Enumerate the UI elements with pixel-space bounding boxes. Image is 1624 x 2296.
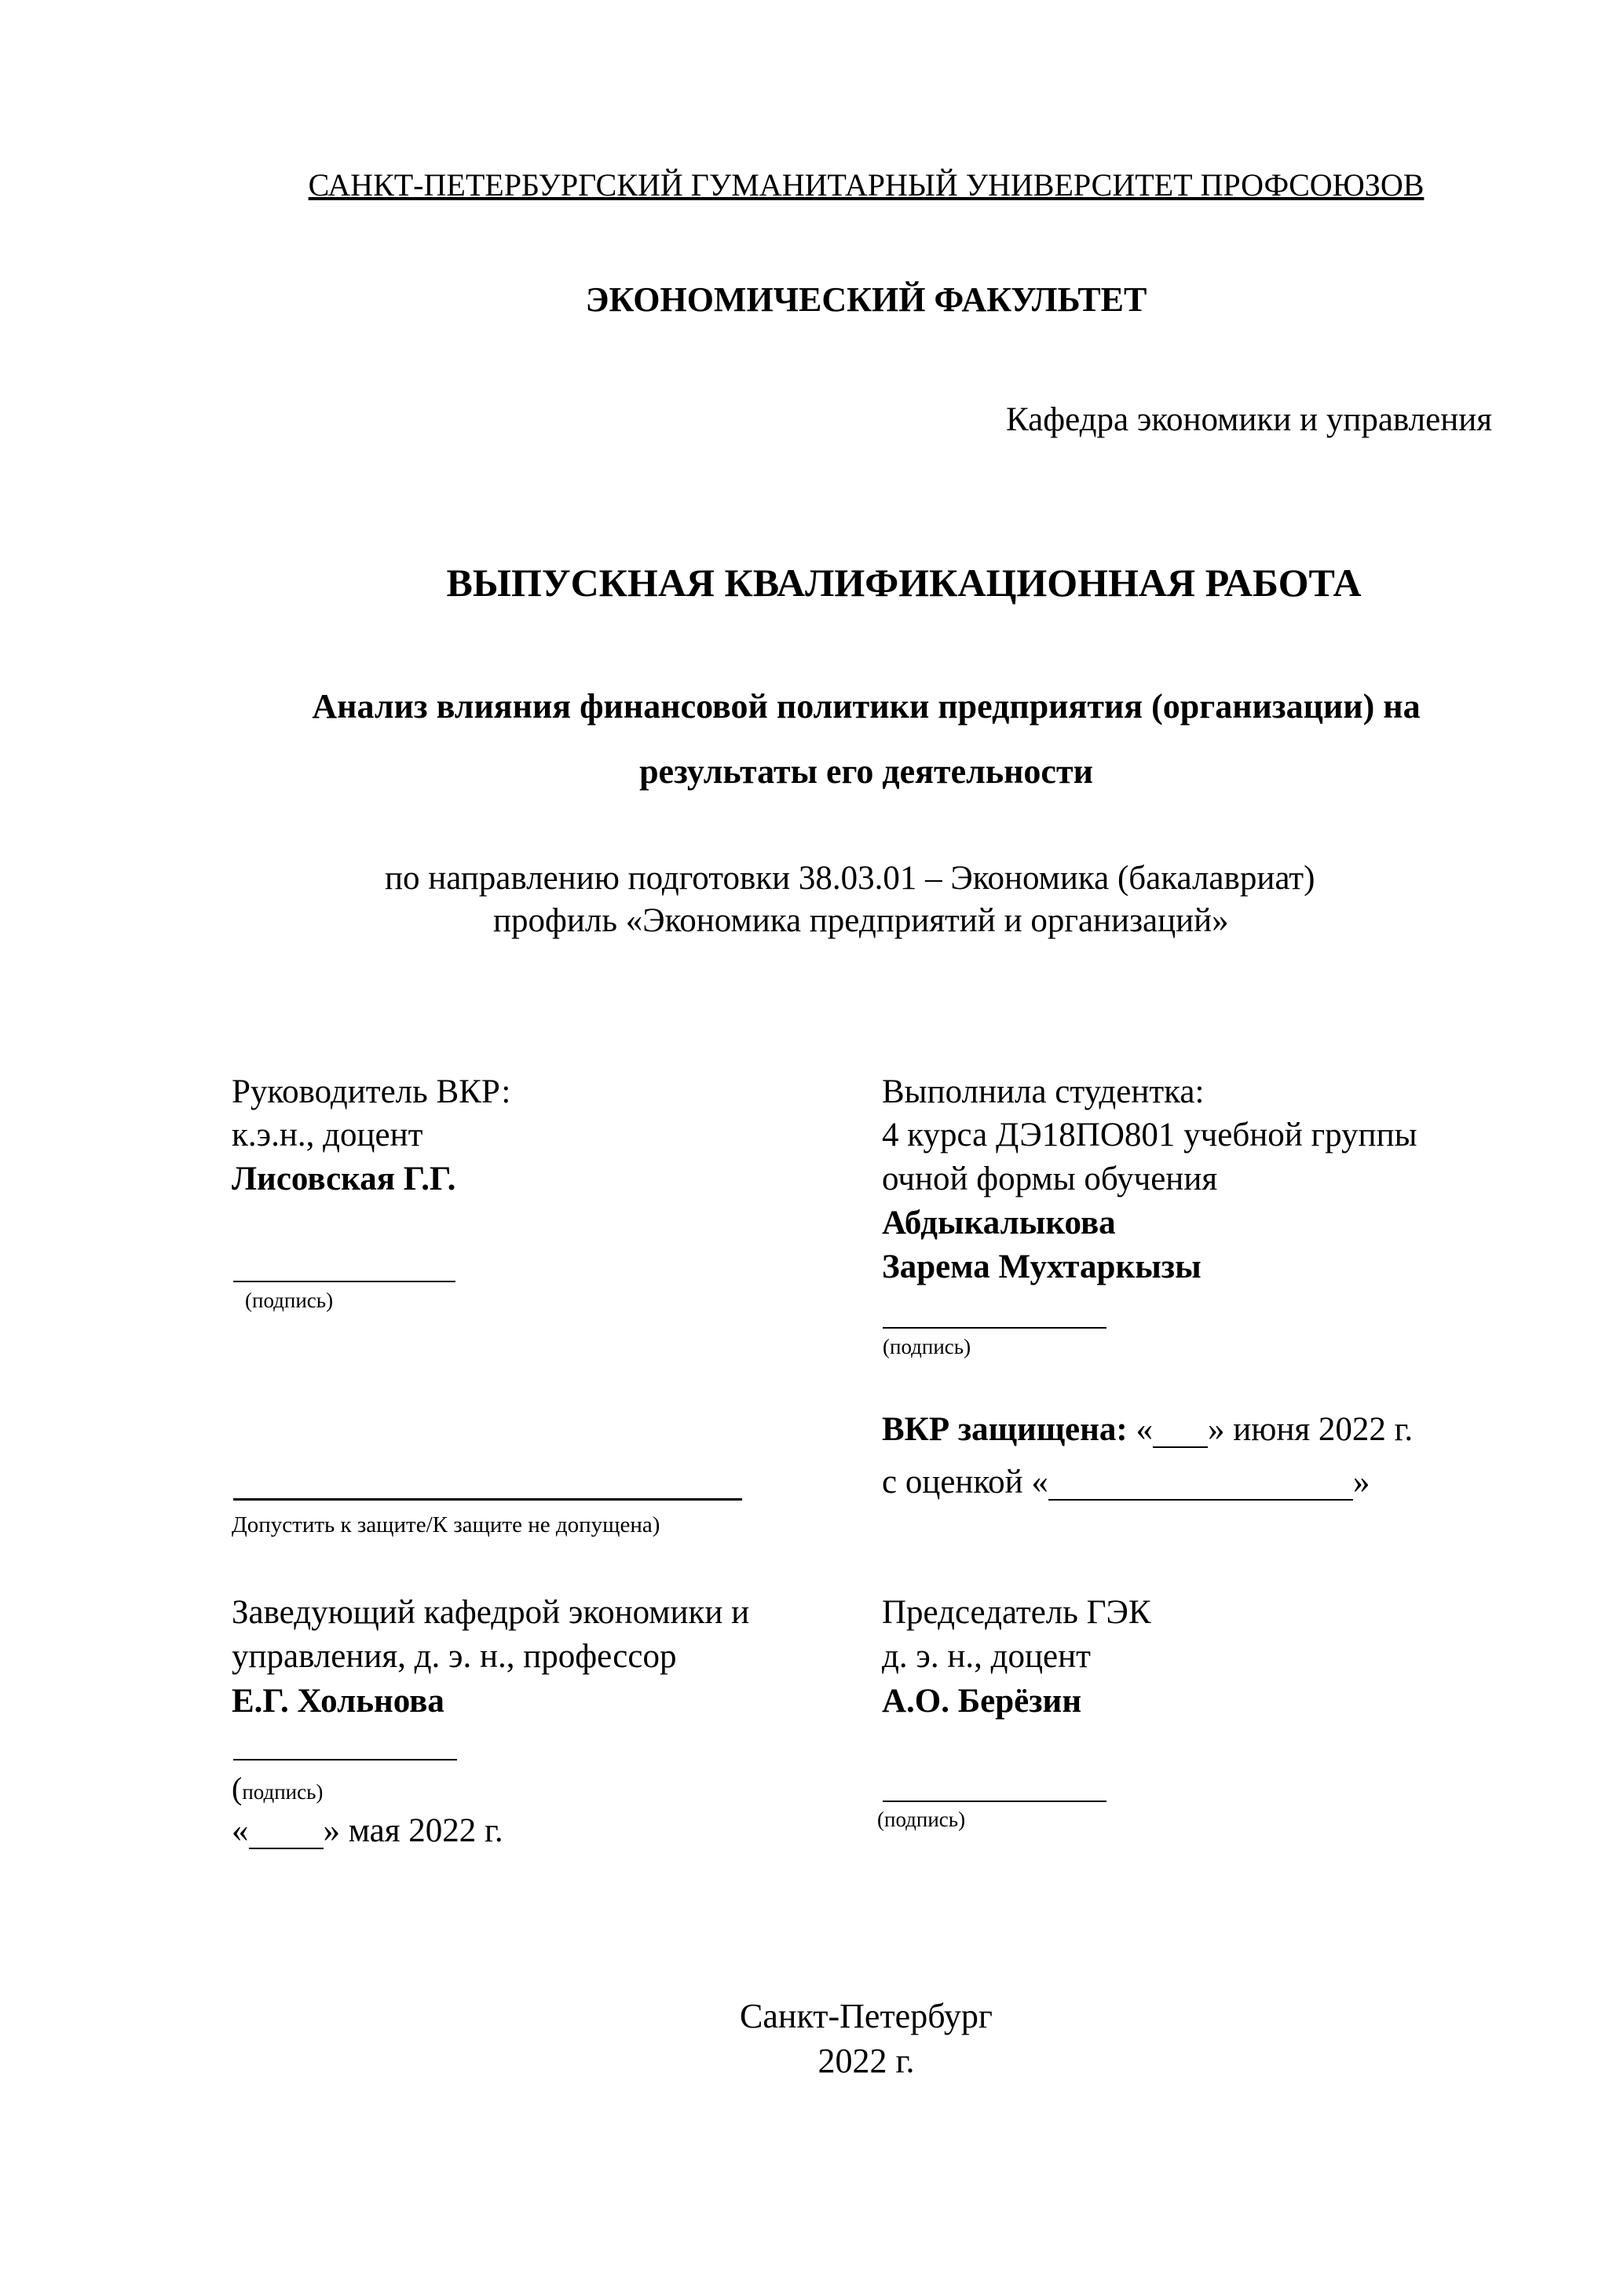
student-given-name: Зарема Мухтаркызы	[882, 1249, 1202, 1285]
head-signature-line	[233, 1759, 457, 1760]
head-name: Е.Г. Хольнова	[232, 1683, 444, 1720]
defense-label: ВКР защищена:	[882, 1411, 1128, 1448]
defense-grade-blank	[1048, 1465, 1353, 1501]
student-course-group: 4 курса ДЭ18ПО801 учебной группы	[882, 1117, 1417, 1153]
supervisor-degree: к.э.н., доцент	[232, 1117, 423, 1153]
supervisor-signature-caption: (подпись)	[245, 1289, 334, 1312]
defense-date-line	[882, 1413, 1413, 1448]
faculty-name: ЭКОНОМИЧЕСКИЙ ФАКУЛЬТЕТ	[585, 280, 1147, 319]
supervisor-label: Руководитель ВКР:	[232, 1073, 511, 1110]
admission-caption: Допустить к защите/К защите не допущена)	[232, 1512, 660, 1537]
supervisor-signature-line	[233, 1281, 455, 1282]
head-date-suffix: » мая 2022 г.	[323, 1812, 503, 1849]
footer-city: Санкт-Петербург	[740, 1997, 993, 2035]
head-title-line-1: Заведующий кафедрой экономики и	[232, 1594, 750, 1631]
department-name: Кафедра экономики и управления	[1006, 401, 1492, 438]
defense-date-open-quote: «	[1136, 1411, 1153, 1448]
chairman-signature-caption: (подпись)	[877, 1808, 966, 1831]
head-date-line	[232, 1814, 503, 1849]
study-direction: по направлению подготовки 38.03.01 – Экономика (бакалавриат)	[385, 860, 1315, 897]
defense-date-suffix: » июня 2022 г.	[1207, 1411, 1414, 1448]
head-signature-caption	[232, 1773, 323, 1804]
chairman-signature-line	[883, 1801, 1106, 1802]
student-signature-line	[883, 1327, 1106, 1329]
student-surname: Абдыкалыкова	[882, 1205, 1116, 1241]
thesis-topic-line-2: результаты его деятельности	[639, 752, 1093, 791]
chairman-degree: д. э. н., доцент	[882, 1638, 1091, 1675]
head-date-open-quote: «	[232, 1812, 249, 1849]
defense-grade-suffix: »	[1352, 1464, 1370, 1501]
chairman-name: А.О. Берёзин	[882, 1683, 1082, 1720]
supervisor-name: Лисовская Г.Г.	[232, 1161, 456, 1197]
head-day-blank	[249, 1814, 324, 1849]
student-label: Выполнила студентка:	[882, 1073, 1205, 1110]
head-signature-caption-open: (	[232, 1771, 243, 1806]
defense-grade-prefix: с оценкой «	[882, 1464, 1048, 1501]
university-name: САНКТ-ПЕТЕРБУРГСКИЙ ГУМАНИТАРНЫЙ УНИВЕРСИТЕТ ПРОФСОЮЗОВ	[308, 167, 1425, 203]
admission-signature-line	[233, 1498, 742, 1501]
document-type-title: ВЫПУСКНАЯ КВАЛИФИКАЦИОННАЯ РАБОТА	[446, 561, 1362, 605]
student-study-form: очной формы обучения	[882, 1161, 1218, 1197]
defense-grade-line	[882, 1465, 1370, 1501]
footer-year: 2022 г.	[817, 2042, 915, 2080]
study-profile: профиль «Экономика предприятий и организаций»	[493, 902, 1229, 939]
defense-day-blank	[1153, 1413, 1208, 1448]
chairman-label: Председатель ГЭК	[882, 1594, 1151, 1631]
student-signature-caption: (подпись)	[883, 1335, 971, 1358]
thesis-topic-line-1: Анализ влияния финансовой политики предприятия (организации) на	[312, 687, 1421, 726]
head-signature-caption-text: подпись)	[242, 1780, 324, 1804]
head-title-line-2: управления, д. э. н., профессор	[232, 1638, 677, 1675]
